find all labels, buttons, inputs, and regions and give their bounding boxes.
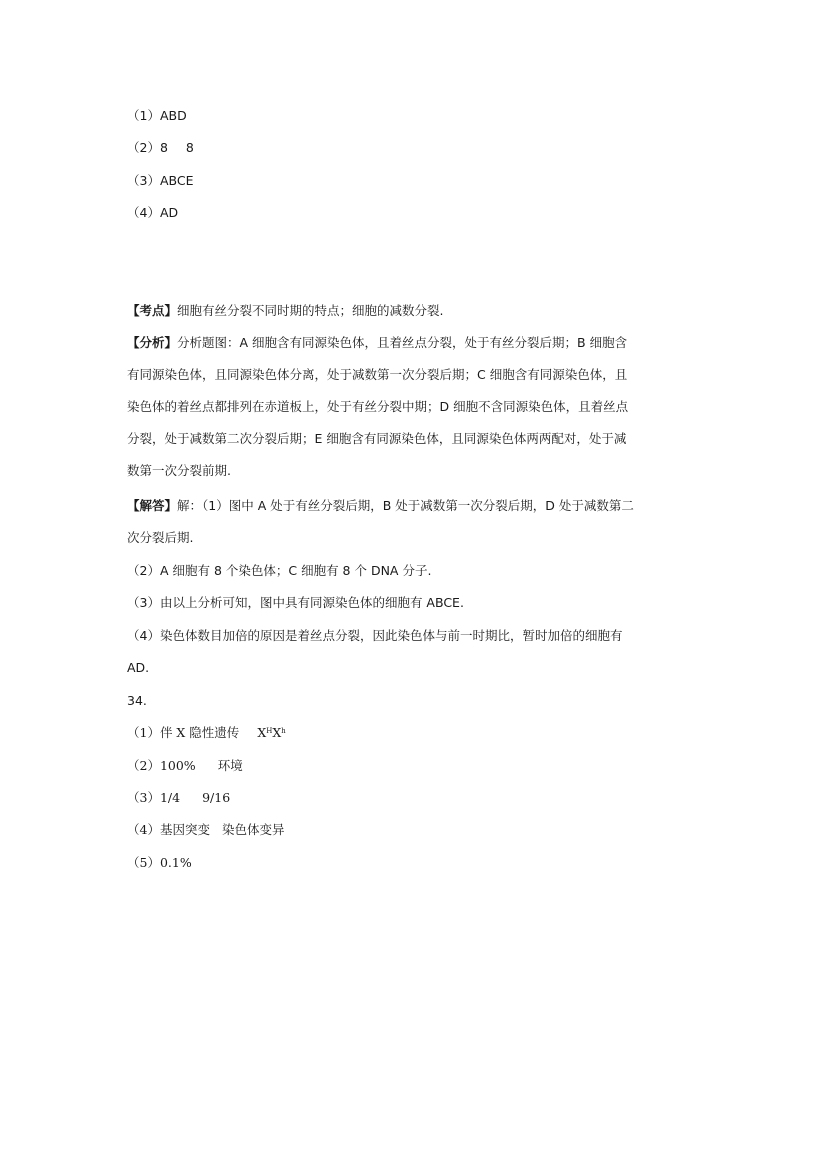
answer-33-3: （3）ABCE: [127, 173, 194, 188]
kaodian-line: [127, 303, 444, 319]
answer-34-2: （2）100% 环境: [127, 758, 243, 773]
genotype: $X^HX^h$: [257, 725, 286, 740]
jieda-line-6: AD.: [127, 660, 150, 675]
jieda-line-4: （3）由以上分析可知，图中具有同源染色体的细胞有 ABCE.: [127, 595, 464, 610]
fenxi-line-1: 【分析】分析题图：A 细胞含有同源染色体，且着丝点分裂，处于有丝分裂后期；B 细胞含: [127, 335, 628, 350]
answer-33-1: （1）ABD: [127, 108, 187, 123]
fenxi-line-4: 分裂，处于减数第二次分裂后期；E 细胞含有同源染色体，且同源染色体两两配对，处于减: [127, 431, 627, 446]
jieda-line-2: 次分裂后期.: [127, 530, 194, 545]
jieda-line-5: （4）染色体数目加倍的原因是着丝点分裂，因此染色体与前一时期比，暂时加倍的细胞有: [127, 628, 623, 643]
fenxi-line-5: 数第一次分裂前期.: [127, 463, 231, 478]
answer-34-1: （1）伴 X 隐性遗传 $X^HX^h$: [127, 725, 286, 740]
jieda-line-1: 【解答】解：（1）图中 A 处于有丝分裂后期，B 处于减数第一次分裂后期，D 处于减数第二: [127, 498, 634, 513]
answer-33-4: （4）AD: [127, 205, 179, 220]
jieda-line-3: （2）A 细胞有 8 个染色体；C 细胞有 8 个 DNA 分子.: [127, 563, 432, 578]
answer-34-4: （4）基因突变 染色体变异: [127, 822, 285, 837]
question-34-number: 34.: [127, 693, 147, 708]
answer-34-3: （3）1/4 9/16: [127, 790, 231, 805]
kaodian-tag: 【考点】: [127, 303, 178, 318]
answer-34-5: （5）0.1%: [127, 855, 192, 870]
answer-33-2: （2）8 8: [127, 140, 194, 155]
jieda-tag: 【解答】: [127, 498, 178, 513]
fenxi-line-2: 有同源染色体，且同源染色体分离，处于减数第一次分裂后期；C 细胞含有同源染色体，且: [127, 367, 628, 382]
kaodian-text: 细胞有丝分裂不同时期的特点；细胞的减数分裂.: [177, 303, 444, 318]
fenxi-tag: 【分析】: [127, 335, 178, 350]
fenxi-line-3: 染色体的着丝点都排列在赤道板上，处于有丝分裂中期；D 细胞不含同源染色体，且着丝点: [127, 399, 629, 414]
